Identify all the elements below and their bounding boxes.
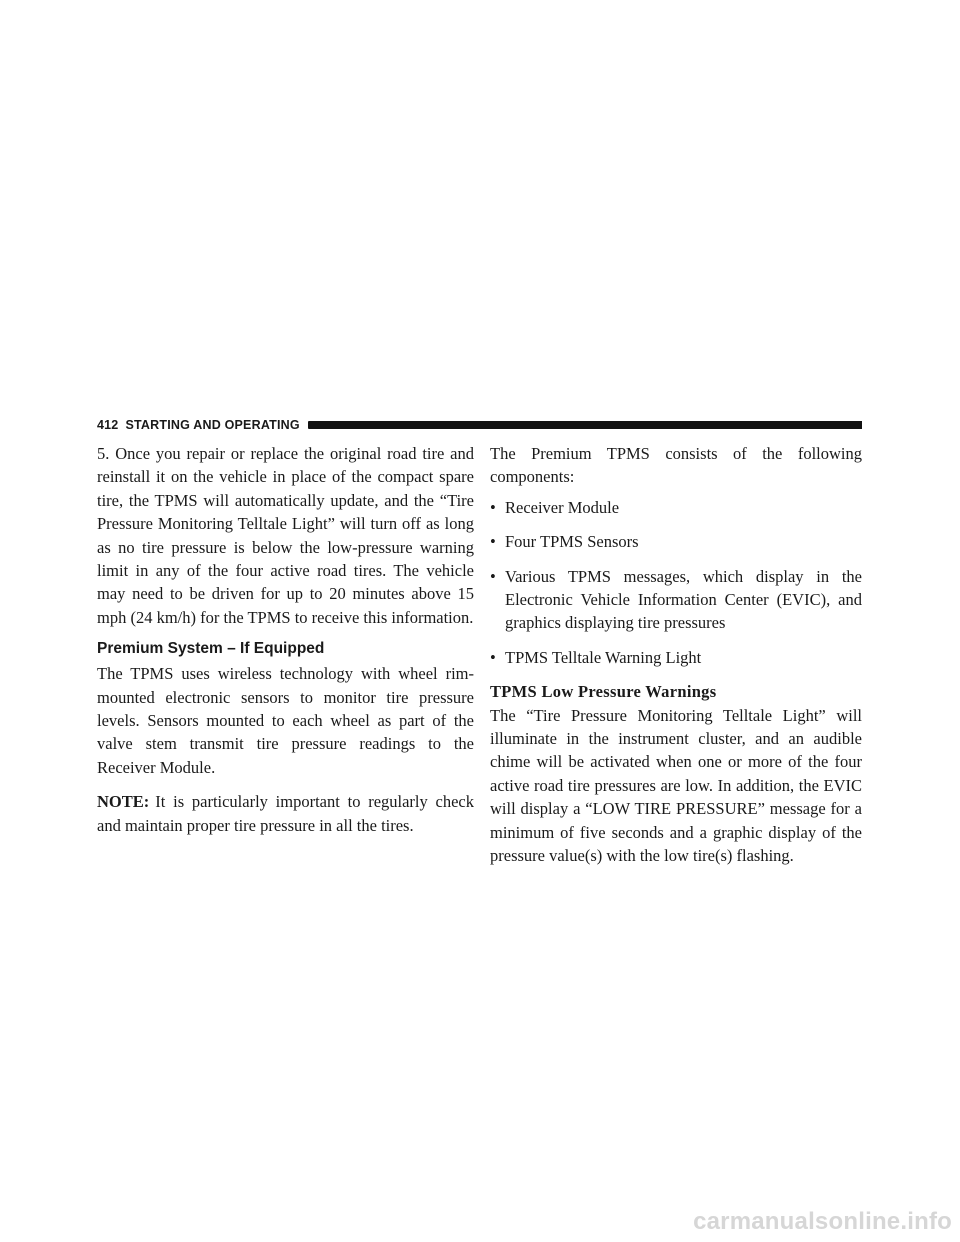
note-paragraph [97, 790, 474, 837]
bullet: • [490, 647, 496, 667]
page-header [97, 415, 862, 435]
list-item [490, 530, 862, 553]
list-item [490, 565, 862, 635]
list-item [490, 496, 862, 519]
header-rule [308, 421, 862, 429]
premium-system-heading: Premium System – If Equipped [97, 640, 325, 658]
page-number: 412 [97, 418, 119, 432]
bullet: • [490, 497, 496, 517]
components-list [490, 496, 862, 669]
right-column [490, 442, 862, 868]
warnings-heading: TPMS Low Pressure Warnings [490, 682, 717, 702]
warnings-paragraph: The “Tire Pressure Monitoring Telltale Light” will illuminate in the instrument cluster, and an audible chime will be activated when one or more of the four active road tire pressures are low. In addition, the EVIC will display a “LOW TIRE PRESSURE” message for a minimum of five seconds and a graphic display of the pressure value(s) with the low tire(s) flashing. [490, 705, 862, 866]
bullet: • [490, 566, 496, 586]
list-item-text: Four TPMS Sensors [505, 532, 639, 552]
watermark: carmanualsonline.info [693, 1208, 952, 1235]
premium-system-paragraph: The TPMS uses wireless technology with wheel rim-mounted electronic sensors to monitor tire pressure levels. Sensors mounted to each wheel as part of the valve stem transmit tire pressure readings to the Receiver Module. [97, 664, 474, 777]
list-item-text: Various TPMS messages, which display in the Electronic Vehicle Information Center (EVIC), and graphics displaying tire pressures [505, 566, 862, 633]
note-label: NOTE: [97, 792, 150, 812]
components-intro: The Premium TPMS consists of the following components: [490, 444, 862, 487]
list-item [490, 646, 862, 669]
section-title: STARTING AND OPERATING [125, 418, 300, 432]
list-item-text: TPMS Telltale Warning Light [505, 647, 702, 667]
bullet: • [490, 532, 496, 552]
list-item-text: Receiver Module [505, 497, 620, 517]
left-column [97, 442, 474, 837]
note-text: It is particularly important to regularly check and maintain proper tire pressure in all the tires. [97, 792, 474, 835]
intro-paragraph: 5. Once you repair or replace the original road tire and reinstall it on the vehicle in place of the compact spare tire, the TPMS will automatically update, and the “Tire Pressure Monitoring Telltale Light” will turn off as long as no tire pressure is below the low-pressure warning limit in any of the four active road tires. The vehicle may need to be driven for up to 20 minutes above 15 mph (24 km/h) for the TPMS to receive this information. [97, 444, 474, 627]
